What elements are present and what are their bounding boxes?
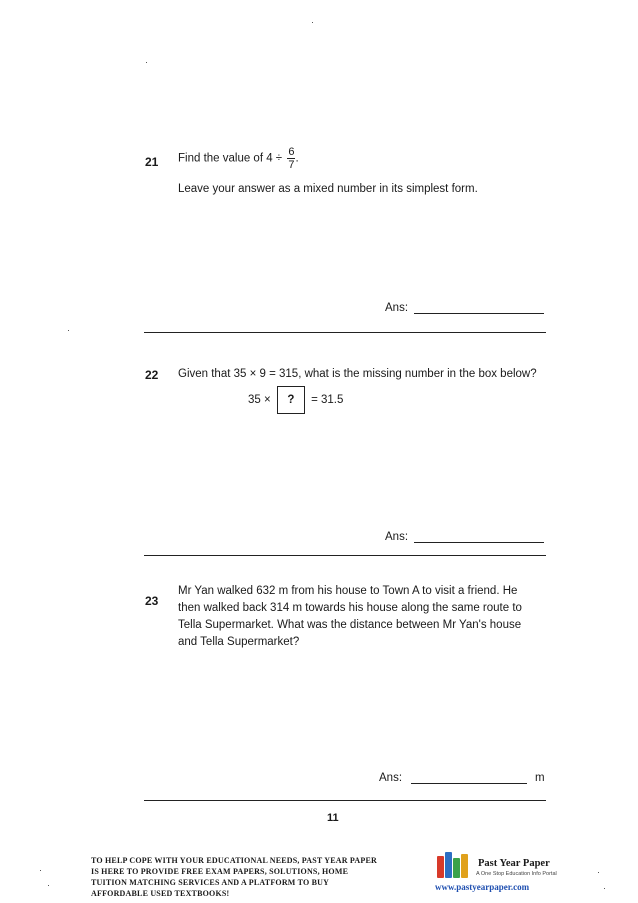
footer-line: TUITION MATCHING SERVICES AND A PLATFORM TO BUY <box>91 878 330 887</box>
question-21-answer-line[interactable] <box>414 313 544 314</box>
question-21-prompt <box>178 146 299 171</box>
question-23-line: Mr Yan walked 632 m from his house to Town A to visit a friend. He <box>178 585 518 597</box>
scan-speck <box>598 872 599 873</box>
question-23-number: 23 <box>145 594 159 608</box>
question-23-line: then walked back 314 m towards his house along the same route to <box>178 602 522 614</box>
divider-line <box>144 555 546 556</box>
divider-line <box>144 332 546 333</box>
footer-text <box>91 855 377 899</box>
question-23-unit: m <box>535 772 545 784</box>
scan-speck <box>48 885 49 886</box>
scan-speck <box>312 22 313 23</box>
fraction-numerator: 6 <box>288 146 295 158</box>
question-22-equation <box>248 386 343 414</box>
question-21-ans-label: Ans: <box>385 302 409 314</box>
logo-name: Past Year Paper <box>478 858 550 869</box>
question-23-answer-line[interactable] <box>411 783 527 784</box>
question-22-ans-label: Ans: <box>385 531 409 543</box>
equation-right: = 31.5 <box>311 394 344 407</box>
question-21-number: 21 <box>145 155 159 169</box>
question-21-text: Find the value of 4 ÷ <box>178 152 283 165</box>
question-23-text <box>178 583 548 651</box>
footer-line: IS HERE TO PROVIDE FREE EXAM PAPERS, SOLUTIONS, HOME <box>91 867 349 876</box>
book-yellow <box>461 854 468 878</box>
scan-speck <box>68 330 69 331</box>
question-21-suffix: . <box>295 152 299 165</box>
equation-left: 35 × <box>248 394 271 407</box>
question-23-line: Tella Supermarket. What was the distance between Mr Yan's house <box>178 619 522 631</box>
logo-url[interactable]: www.pastyearpaper.com <box>435 882 530 892</box>
book-green <box>453 858 460 878</box>
question-21-instruction: Leave your answer as a mixed number in its simplest form. <box>178 183 478 195</box>
scan-speck <box>40 870 41 871</box>
question-23-line: and Tella Supermarket? <box>178 636 300 648</box>
question-23-ans-label: Ans: <box>379 772 403 784</box>
footer-line: TO HELP COPE WITH YOUR EDUCATIONAL NEEDS, PAST YEAR PAPER <box>91 856 377 865</box>
book-red <box>437 856 444 878</box>
logo-tagline: A One Stop Education Info Portal <box>476 871 557 877</box>
scan-speck <box>604 888 605 889</box>
page-number: 11 <box>327 812 339 824</box>
book-blue <box>445 852 452 878</box>
scan-speck <box>146 62 147 63</box>
question-22-number: 22 <box>145 368 159 382</box>
divider-line <box>144 800 546 801</box>
footer-line: AFFORDABLE USED TEXTBOOKS! <box>91 889 230 898</box>
fraction-denominator: 7 <box>288 159 295 171</box>
question-22-text: Given that 35 × 9 = 315, what is the missing number in the box below? <box>178 368 537 380</box>
missing-number-box: ? <box>277 386 305 414</box>
question-22-answer-line[interactable] <box>414 542 544 543</box>
books-logo-icon <box>436 852 470 878</box>
